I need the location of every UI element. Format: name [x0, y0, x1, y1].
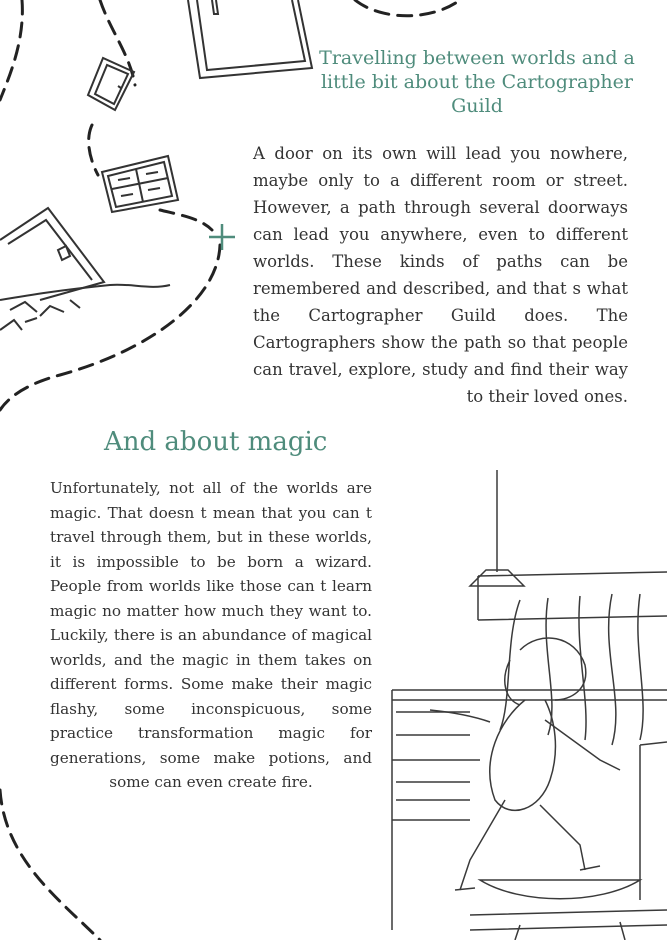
cross-marker-icon	[209, 224, 235, 250]
small-door-icon	[88, 58, 134, 110]
buried-door-icon	[0, 208, 170, 330]
section-body-travelling: A door on its own will lead you nowhere, maybe only to a different room or street. However, a path through several doorways can lead you anywhere, even to different worlds. These kinds of paths can be remembered and described, and that s what the Cartographer Guild does. The Cartographers show the path so that people can travel, explore, study and find their way to their loved ones.	[253, 144, 628, 406]
door-icon	[188, 0, 312, 78]
section-body-magic: Unfortunately, not all of the worlds are magic. That doesn t mean that you can t travel through them, but in these worlds, it is impossible to be born a wizard. People from worlds like those can t learn magic no matter how much they want to. Luckily, there is an abundance of magical worlds, and the magic in them takes on different forms. Some make their magic flashy, some inconspicuous, some practice transformation magic for generations, some make potions, and some can even create fire.	[50, 479, 372, 791]
section-heading-travelling: Travelling between worlds and a little bit about the Cartographer Guild	[319, 47, 635, 117]
window-icon	[102, 156, 178, 212]
interior-scene	[392, 470, 667, 940]
section-heading-magic: And about magic	[104, 427, 328, 457]
